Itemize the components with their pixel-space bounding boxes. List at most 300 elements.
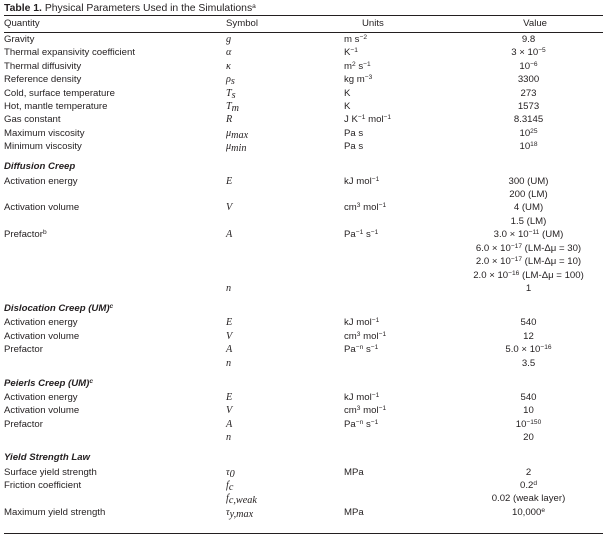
cell-units — [344, 46, 454, 59]
cell-quantity — [4, 269, 226, 282]
cell-quantity — [4, 418, 226, 431]
value-text: 6.0 × 10 — [475, 242, 511, 254]
units-exponent-2: −1 — [378, 202, 387, 210]
quantity-text: Reference density — [4, 74, 82, 86]
units-text: kJ mol — [344, 317, 372, 329]
table-row — [4, 100, 603, 113]
units-text: K — [344, 101, 351, 113]
symbol-text: R — [226, 114, 233, 126]
cell-symbol — [226, 113, 344, 126]
table-row — [4, 330, 603, 343]
quantity-text: Maximum yield strength — [4, 506, 106, 518]
cell-quantity — [4, 100, 226, 113]
table-row — [4, 215, 603, 228]
cell-quantity — [4, 357, 226, 370]
cell-symbol — [226, 73, 344, 86]
value-text: 10 — [515, 418, 527, 430]
cell-units — [344, 175, 454, 188]
value-text: 20 — [523, 432, 534, 444]
header-row — [4, 17, 603, 31]
value-exponent: −5 — [538, 47, 546, 55]
units-exponent: −1 — [355, 229, 364, 237]
symbol-subscript: m — [231, 103, 240, 115]
cell-value — [454, 100, 603, 113]
symbol-text: κ — [226, 60, 231, 72]
symbol-subscript: s — [231, 89, 236, 101]
section-heading-row — [4, 370, 603, 391]
cell-value — [454, 113, 603, 126]
cell-value — [454, 357, 603, 370]
cell-quantity — [4, 391, 226, 404]
quantity-text: Gas constant — [4, 114, 61, 126]
cell-symbol — [226, 418, 344, 431]
units-exponent: −3 — [364, 74, 373, 82]
cell-symbol — [226, 188, 344, 201]
symbol-text: τ — [226, 466, 230, 478]
symbol-text: α — [226, 47, 232, 59]
symbol-text: A — [226, 229, 233, 241]
symbol-text: g — [226, 34, 232, 45]
value-text: 540 — [520, 391, 537, 403]
cell-symbol — [226, 506, 344, 519]
units-exponent: −2 — [359, 34, 367, 41]
section-heading-text: Dislocation Creep (UM) — [4, 303, 110, 315]
section-heading — [4, 370, 603, 391]
units-text-2: s — [355, 60, 364, 72]
cell-value — [454, 201, 603, 214]
cell-units — [344, 201, 454, 214]
cell-value — [454, 418, 603, 431]
quantity-text: Minimum viscosity — [4, 141, 82, 153]
cell-units — [344, 255, 454, 268]
cell-quantity — [4, 33, 226, 46]
cell-symbol — [226, 100, 344, 113]
value-suffix: (UM) — [539, 229, 564, 241]
cell-quantity — [4, 113, 226, 126]
cell-symbol — [226, 201, 344, 214]
value-text: 540 — [520, 317, 537, 329]
symbol-text: n — [226, 432, 232, 444]
symbol-text: μ — [226, 141, 232, 153]
units-text: Pa s — [344, 127, 364, 139]
quantity-text: Activation volume — [4, 202, 80, 214]
units-exponent-2: −1 — [383, 114, 392, 122]
cell-quantity — [4, 201, 226, 214]
cell-value — [454, 466, 603, 479]
units-text: Pa — [344, 229, 356, 241]
cell-quantity — [4, 46, 226, 59]
cell-value — [454, 330, 603, 343]
symbol-subscript: 0 — [229, 468, 235, 480]
table-row — [4, 127, 603, 140]
cell-quantity — [4, 404, 226, 417]
cell-units — [344, 404, 454, 417]
units-text-2: mol — [360, 405, 379, 417]
table-row — [4, 73, 603, 86]
symbol-text: τ — [226, 506, 230, 518]
cell-units — [344, 316, 454, 329]
value-text: 3.5 — [521, 357, 536, 369]
value-text: 3300 — [517, 74, 540, 86]
value-exponent: −16 — [508, 269, 520, 277]
value-text: 273 — [520, 87, 537, 99]
symbol-subscript: s — [230, 76, 235, 88]
value-text: 10,000 — [511, 506, 542, 518]
cell-symbol — [226, 242, 344, 255]
cell-quantity — [4, 87, 226, 100]
cell-value — [454, 33, 603, 46]
section-heading — [4, 154, 603, 175]
value-exponent: 18 — [530, 141, 538, 149]
quantity-text: Activation volume — [4, 405, 80, 417]
cell-symbol — [226, 255, 344, 268]
table-row — [4, 418, 603, 431]
cell-symbol — [226, 175, 344, 188]
symbol-text: ρ — [226, 74, 231, 86]
cell-symbol — [226, 431, 344, 444]
symbol-text: E — [226, 391, 233, 403]
cell-value — [454, 127, 603, 140]
units-text: MPa — [344, 506, 364, 518]
quantity-text: Activation volume — [4, 330, 80, 342]
cell-quantity — [4, 316, 226, 329]
units-text: K — [344, 47, 351, 59]
table-row — [4, 175, 603, 188]
cell-units — [344, 418, 454, 431]
value-text: 10 — [519, 60, 531, 72]
value-text: 0.02 (weak layer) — [491, 493, 566, 505]
table-row — [4, 60, 603, 73]
quantity-text: Surface yield strength — [4, 466, 97, 478]
section-heading-row — [4, 295, 603, 316]
cell-quantity — [4, 479, 226, 492]
cell-units — [344, 492, 454, 505]
cell-value — [454, 140, 603, 153]
units-text: Pa — [344, 418, 356, 430]
value-text: 10 — [523, 405, 534, 417]
cell-value — [454, 60, 603, 73]
table-row — [4, 316, 603, 329]
units-text-2: mol — [360, 202, 379, 214]
cell-value — [454, 255, 603, 268]
parameters-table — [4, 17, 603, 519]
cell-value — [454, 343, 603, 356]
value-exponent: 25 — [530, 127, 538, 135]
table-row — [4, 46, 603, 59]
cell-quantity — [4, 140, 226, 153]
cell-units — [344, 242, 454, 255]
value-text: 1.5 (LM) — [510, 215, 547, 227]
table-row — [4, 140, 603, 153]
caption-footnote-mark: a — [252, 3, 256, 10]
value-text: 1573 — [517, 101, 540, 113]
symbol-subscript: y,max — [229, 508, 254, 520]
table-row — [4, 242, 603, 255]
symbol-text: T — [226, 87, 232, 99]
value-text: 200 (LM) — [509, 189, 548, 201]
value-text: 4 (UM) — [513, 202, 544, 214]
cell-symbol — [226, 60, 344, 73]
cell-quantity — [4, 492, 226, 505]
cell-units — [344, 87, 454, 100]
cell-quantity — [4, 343, 226, 356]
cell-symbol — [226, 33, 344, 46]
units-text: cm — [344, 330, 357, 342]
table-row — [4, 357, 603, 370]
cell-quantity — [4, 60, 226, 73]
section-heading-row — [4, 154, 603, 175]
cell-units — [344, 228, 454, 241]
value-exponent: −17 — [510, 242, 522, 250]
symbol-text: n — [226, 357, 232, 369]
units-exponent: 3 — [356, 202, 361, 210]
cell-value — [454, 492, 603, 505]
cell-quantity — [4, 330, 226, 343]
cell-units — [344, 73, 454, 86]
table-row — [4, 188, 603, 201]
cell-symbol — [226, 140, 344, 153]
table-row — [4, 431, 603, 444]
units-text: K — [344, 87, 351, 99]
cell-quantity — [4, 127, 226, 140]
symbol-text: E — [226, 175, 233, 187]
units-text: kJ mol — [344, 175, 372, 187]
units-text: m — [344, 60, 352, 72]
symbol-subscript: c,weak — [228, 495, 257, 507]
quantity-text: Thermal diffusivity — [4, 60, 82, 72]
cell-value — [454, 188, 603, 201]
value-suffix: (LM-Δμ = 30) — [522, 242, 582, 254]
cell-symbol — [226, 391, 344, 404]
cell-units — [344, 506, 454, 519]
cell-units — [344, 113, 454, 126]
value-text: 3.0 × 10 — [493, 229, 529, 241]
quantity-text: Prefactor — [4, 418, 43, 430]
quantity-text: Thermal expansivity coefficient — [4, 47, 135, 59]
table-row — [4, 391, 603, 404]
symbol-subscript: max — [231, 129, 249, 141]
symbol-subscript: min — [231, 143, 247, 155]
cell-value — [454, 506, 603, 519]
units-exponent: −1 — [350, 47, 358, 55]
units-text: m s — [344, 34, 360, 45]
cell-units — [344, 466, 454, 479]
units-exponent: −1 — [371, 317, 380, 325]
value-text: 300 (UM) — [508, 175, 549, 187]
value-exponent: −11 — [528, 229, 540, 237]
units-text-2: s — [363, 344, 371, 356]
cell-value — [454, 215, 603, 228]
units-exponent-2: −1 — [378, 405, 387, 413]
quantity-text: Prefactor — [4, 344, 43, 356]
cell-quantity — [4, 215, 226, 228]
cell-units — [344, 140, 454, 153]
units-text: Pa — [344, 344, 356, 356]
value-text: 10 — [519, 127, 531, 139]
value-text: 10 — [519, 141, 531, 153]
quantity-text: Cold, surface temperature — [4, 87, 115, 99]
cell-symbol — [226, 492, 344, 505]
cell-units — [344, 100, 454, 113]
symbol-text: V — [226, 405, 233, 417]
quantity-text: Activation energy — [4, 317, 78, 329]
symbol-text: E — [226, 317, 233, 329]
table-caption — [4, 2, 256, 16]
value-text: 2.0 × 10 — [473, 269, 509, 281]
table-row — [4, 506, 603, 519]
cell-symbol — [226, 282, 344, 295]
cell-units — [344, 33, 454, 46]
cell-value — [454, 73, 603, 86]
symbol-text: μ — [226, 127, 232, 139]
value-exponent: −6 — [530, 60, 538, 68]
section-heading-row — [4, 445, 603, 466]
cell-units — [344, 127, 454, 140]
value-text: 12 — [523, 330, 534, 342]
table-row — [4, 282, 603, 295]
header-symbol: Symbol — [226, 18, 258, 29]
top-rule — [4, 15, 603, 16]
cell-value — [454, 228, 603, 241]
symbol-text: V — [226, 330, 233, 342]
units-text: MPa — [344, 466, 364, 478]
cell-symbol — [226, 87, 344, 100]
header-quantity: Quantity — [4, 18, 40, 29]
cell-units — [344, 188, 454, 201]
symbol-subscript: c — [228, 481, 234, 493]
table-row — [4, 33, 603, 46]
quantity-text: Activation energy — [4, 175, 78, 187]
symbol-text: n — [226, 282, 232, 294]
cell-quantity — [4, 73, 226, 86]
header-units: Units — [362, 18, 384, 29]
value-exponent: −17 — [510, 256, 522, 264]
quantity-text: Hot, mantle temperature — [4, 101, 108, 113]
quantity-text: Friction coefficient — [4, 479, 82, 491]
symbol-text: A — [226, 344, 233, 356]
cell-symbol — [226, 479, 344, 492]
table-row — [4, 113, 603, 126]
section-heading-text: Peierls Creep (UM) — [4, 377, 90, 389]
cell-units — [344, 431, 454, 444]
cell-quantity — [4, 242, 226, 255]
cell-symbol — [226, 343, 344, 356]
table-row — [4, 492, 603, 505]
value-text: 2 — [525, 466, 532, 478]
units-text: kg m — [344, 74, 365, 86]
table-row — [4, 343, 603, 356]
cell-symbol — [226, 404, 344, 417]
units-exponent: 2 — [352, 60, 356, 68]
cell-value — [454, 175, 603, 188]
units-exponent-2: −1 — [370, 229, 379, 237]
cell-value — [454, 404, 603, 417]
cell-units — [344, 269, 454, 282]
cell-units — [344, 215, 454, 228]
units-exponent: −n — [355, 418, 364, 426]
cell-symbol — [226, 269, 344, 282]
units-text: cm — [344, 405, 357, 417]
cell-value — [454, 282, 603, 295]
cell-value — [454, 431, 603, 444]
value-text: 3 × 10 — [511, 47, 539, 59]
cell-symbol — [226, 316, 344, 329]
bottom-rule — [4, 533, 603, 534]
section-heading-footnote: c — [109, 303, 114, 311]
symbol-text: V — [226, 202, 233, 214]
table-row — [4, 479, 603, 492]
cell-symbol — [226, 228, 344, 241]
units-text-2: mol — [360, 330, 379, 342]
units-text: kJ mol — [344, 391, 372, 403]
symbol-text: T — [226, 101, 232, 113]
units-text: Pa s — [344, 141, 364, 153]
cell-units — [344, 479, 454, 492]
section-heading — [4, 295, 603, 316]
quantity-text: Activation energy — [4, 391, 78, 403]
cell-value — [454, 316, 603, 329]
table-row — [4, 228, 603, 241]
value-exponent: e — [541, 506, 545, 514]
cell-value — [454, 46, 603, 59]
cell-quantity — [4, 282, 226, 295]
cell-symbol — [226, 330, 344, 343]
cell-value — [454, 87, 603, 100]
table-row — [4, 87, 603, 100]
quantity-text: Maximum viscosity — [4, 127, 85, 139]
value-text: 2.0 × 10 — [475, 256, 511, 268]
quantity-text: Gravity — [4, 34, 35, 45]
cell-quantity — [4, 255, 226, 268]
cell-quantity — [4, 175, 226, 188]
cell-value — [454, 391, 603, 404]
section-heading-text: Yield Strength Law — [4, 452, 90, 464]
table-row — [4, 269, 603, 282]
cell-units — [344, 330, 454, 343]
value-suffix: (LM-Δμ = 100) — [519, 269, 584, 281]
units-exponent: −1 — [371, 175, 380, 183]
units-text-2: s — [363, 418, 371, 430]
section-heading-footnote: c — [89, 377, 93, 385]
table-row — [4, 255, 603, 268]
caption-label: Table 1. — [4, 3, 42, 14]
symbol-text: f — [226, 493, 229, 505]
symbol-text: A — [226, 418, 233, 430]
cell-units — [344, 343, 454, 356]
units-exponent-2: −1 — [363, 60, 371, 68]
units-exponent: −1 — [371, 391, 380, 399]
cell-quantity — [4, 188, 226, 201]
cell-quantity — [4, 506, 226, 519]
units-text: cm — [344, 202, 357, 214]
cell-units — [344, 391, 454, 404]
cell-symbol — [226, 466, 344, 479]
units-text-2: s — [363, 229, 371, 241]
units-exponent: −n — [355, 344, 364, 352]
value-exponent: d — [533, 479, 537, 487]
table-body — [4, 33, 603, 519]
caption-text: Physical Parameters Used in the Simulations — [44, 3, 253, 14]
header-value: Value — [523, 18, 547, 29]
value-text: 0.2 — [519, 479, 534, 491]
units-exponent-2: −1 — [370, 418, 379, 426]
value-exponent: −150 — [526, 418, 542, 426]
cell-value — [454, 269, 603, 282]
section-heading-text: Diffusion Creep — [4, 161, 76, 173]
cell-symbol — [226, 357, 344, 370]
cell-value — [454, 242, 603, 255]
cell-quantity — [4, 466, 226, 479]
